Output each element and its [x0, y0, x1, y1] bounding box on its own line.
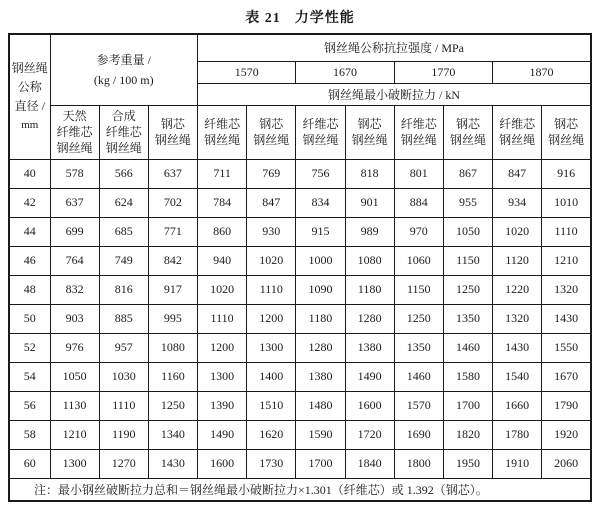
- value-cell: 916: [542, 159, 591, 188]
- value-cell: 1580: [443, 362, 492, 391]
- mechanical-properties-table: [8, 33, 592, 502]
- diameter-cell: 40: [9, 159, 50, 188]
- value-cell: 1910: [493, 449, 542, 478]
- value-cell: 884: [394, 188, 443, 217]
- value-cell: 1010: [542, 188, 591, 217]
- diameter-cell: 42: [9, 188, 50, 217]
- value-cell: 955: [443, 188, 492, 217]
- table-row: [9, 217, 591, 246]
- diameter-cell: 52: [9, 333, 50, 362]
- header-line: mm: [21, 118, 39, 131]
- diameter-cell: 58: [9, 420, 50, 449]
- table-row: [9, 333, 591, 362]
- value-cell: 1000: [296, 246, 345, 275]
- value-cell: 1050: [50, 362, 99, 391]
- value-cell: 1080: [345, 246, 394, 275]
- value-cell: 1460: [394, 362, 443, 391]
- value-cell: 1720: [345, 420, 394, 449]
- subheader-natural-fiber-core: [50, 105, 99, 159]
- value-cell: 934: [493, 188, 542, 217]
- value-cell: 1390: [198, 391, 247, 420]
- subheader-line: 钢芯: [259, 117, 284, 131]
- value-cell: 1780: [493, 420, 542, 449]
- subheader-line: 天然: [62, 109, 87, 123]
- value-cell: 1320: [493, 304, 542, 333]
- header-line: 参考重量 /: [96, 52, 151, 67]
- subheader-line: 钢丝绳: [449, 133, 486, 147]
- value-cell: 637: [50, 188, 99, 217]
- value-cell: 1790: [542, 391, 591, 420]
- value-cell: 1700: [296, 449, 345, 478]
- value-cell: 1480: [296, 391, 345, 420]
- value-cell: 1150: [443, 246, 492, 275]
- subheader-line: 钢芯: [455, 117, 480, 131]
- value-cell: 1950: [443, 449, 492, 478]
- grade-1770: 1770: [394, 61, 492, 83]
- value-cell: 1300: [198, 362, 247, 391]
- value-cell: 1920: [542, 420, 591, 449]
- value-cell: 1220: [493, 275, 542, 304]
- value-cell: 1110: [198, 304, 247, 333]
- value-cell: 1180: [296, 304, 345, 333]
- value-cell: 1430: [542, 304, 591, 333]
- value-cell: 1380: [345, 333, 394, 362]
- subheader-steel-core-1770: [443, 105, 492, 159]
- value-cell: 995: [148, 304, 197, 333]
- value-cell: 1670: [542, 362, 591, 391]
- value-cell: 1280: [296, 333, 345, 362]
- table-title: [0, 0, 600, 33]
- grade-1570: 1570: [198, 61, 296, 83]
- subheader-line: 钢丝绳: [105, 141, 142, 155]
- value-cell: 1430: [493, 333, 542, 362]
- value-cell: 685: [99, 217, 148, 246]
- value-cell: 784: [198, 188, 247, 217]
- value-cell: 1180: [345, 275, 394, 304]
- table-note: 注：最小钢丝破断拉力总和＝钢丝绳最小破断拉力×1.301（纤维芯）或 1.392（钢芯）。: [9, 478, 591, 501]
- value-cell: 1020: [198, 275, 247, 304]
- value-cell: 989: [345, 217, 394, 246]
- value-cell: 1490: [198, 420, 247, 449]
- diameter-cell: 60: [9, 449, 50, 478]
- value-cell: 756: [296, 159, 345, 188]
- value-cell: 1600: [345, 391, 394, 420]
- value-cell: 1280: [345, 304, 394, 333]
- value-cell: 1590: [296, 420, 345, 449]
- subheader-line: 纤维芯: [400, 117, 437, 131]
- value-cell: 1250: [148, 391, 197, 420]
- value-cell: 1160: [148, 362, 197, 391]
- value-cell: 847: [247, 188, 296, 217]
- value-cell: 940: [198, 246, 247, 275]
- subheader-line: 钢芯: [554, 117, 579, 131]
- value-cell: 957: [99, 333, 148, 362]
- subheader-steel-core-1870: [542, 105, 591, 159]
- subheader-steel-core-1570: [247, 105, 296, 159]
- value-cell: 1690: [394, 420, 443, 449]
- header-min-breaking-force: 钢丝绳最小破断拉力 / kN: [198, 83, 591, 105]
- subheader-line: 钢芯: [357, 117, 382, 131]
- value-cell: 1110: [247, 275, 296, 304]
- value-cell: 1110: [542, 217, 591, 246]
- core-type-subheader-row: [9, 105, 591, 159]
- value-cell: 867: [443, 159, 492, 188]
- value-cell: 1300: [247, 333, 296, 362]
- value-cell: 1020: [493, 217, 542, 246]
- value-cell: 1150: [394, 275, 443, 304]
- value-cell: 749: [99, 246, 148, 275]
- table-body: [9, 159, 591, 478]
- header-line: 直径 /: [14, 98, 45, 113]
- subheader-line: 钢丝绳: [351, 133, 388, 147]
- table-row: [9, 275, 591, 304]
- note-row: [9, 478, 591, 501]
- table-row: [9, 449, 591, 478]
- value-cell: 578: [50, 159, 99, 188]
- value-cell: 915: [296, 217, 345, 246]
- value-cell: 1130: [50, 391, 99, 420]
- value-cell: 1660: [493, 391, 542, 420]
- diameter-cell: 56: [9, 391, 50, 420]
- value-cell: 1110: [99, 391, 148, 420]
- value-cell: 1030: [99, 362, 148, 391]
- table-row: [9, 391, 591, 420]
- value-cell: 901: [345, 188, 394, 217]
- value-cell: 1210: [50, 420, 99, 449]
- value-cell: 1120: [493, 246, 542, 275]
- header-reference-weight: [50, 34, 198, 105]
- value-cell: 1510: [247, 391, 296, 420]
- header-rope-diameter: [9, 34, 50, 159]
- table-row: [9, 246, 591, 275]
- value-cell: 970: [394, 217, 443, 246]
- value-cell: 1320: [542, 275, 591, 304]
- value-cell: 1730: [247, 449, 296, 478]
- value-cell: 637: [148, 159, 197, 188]
- subheader-fiber-core-1770: [394, 105, 443, 159]
- value-cell: 699: [50, 217, 99, 246]
- value-cell: 1250: [443, 275, 492, 304]
- value-cell: 1020: [247, 246, 296, 275]
- subheader-line: 纤维芯: [105, 125, 142, 139]
- diameter-cell: 54: [9, 362, 50, 391]
- table-row: [9, 420, 591, 449]
- value-cell: 917: [148, 275, 197, 304]
- value-cell: 801: [394, 159, 443, 188]
- value-cell: 842: [148, 246, 197, 275]
- value-cell: 1340: [148, 420, 197, 449]
- diameter-cell: 50: [9, 304, 50, 333]
- value-cell: 1300: [50, 449, 99, 478]
- subheader-fiber-core-1670: [296, 105, 345, 159]
- table-number: 表 21: [245, 11, 281, 26]
- value-cell: 771: [148, 217, 197, 246]
- subheader-line: 钢丝绳: [548, 133, 585, 147]
- value-cell: 834: [296, 188, 345, 217]
- subheader-line: 钢丝绳: [154, 133, 191, 147]
- subheader-line: 纤维芯: [204, 117, 241, 131]
- value-cell: 1700: [443, 391, 492, 420]
- subheader-line: 钢丝绳: [56, 141, 93, 155]
- value-cell: 1800: [394, 449, 443, 478]
- subheader-line: 钢丝绳: [302, 133, 339, 147]
- table-row: [9, 188, 591, 217]
- value-cell: 816: [99, 275, 148, 304]
- value-cell: 624: [99, 188, 148, 217]
- value-cell: 903: [50, 304, 99, 333]
- value-cell: 1250: [394, 304, 443, 333]
- subheader-line: 钢丝绳: [400, 133, 437, 147]
- value-cell: 1550: [542, 333, 591, 362]
- table-caption: 力学性能: [294, 11, 355, 26]
- subheader-line: 钢丝绳: [499, 133, 536, 147]
- header-tensile-strength: 钢丝绳公称抗拉强度 / MPa: [198, 34, 591, 61]
- value-cell: 1090: [296, 275, 345, 304]
- value-cell: 860: [198, 217, 247, 246]
- value-cell: 1570: [394, 391, 443, 420]
- value-cell: 1200: [198, 333, 247, 362]
- subheader-line: 纤维芯: [499, 117, 536, 131]
- subheader-line: 钢丝绳: [253, 133, 290, 147]
- value-cell: 976: [50, 333, 99, 362]
- value-cell: 1190: [99, 420, 148, 449]
- value-cell: 1050: [443, 217, 492, 246]
- value-cell: 1350: [394, 333, 443, 362]
- value-cell: 1270: [99, 449, 148, 478]
- value-cell: 1820: [443, 420, 492, 449]
- subheader-line: 纤维芯: [56, 125, 93, 139]
- header-line: (kg / 100 m): [93, 72, 154, 87]
- value-cell: 1080: [148, 333, 197, 362]
- value-cell: 818: [345, 159, 394, 188]
- subheader-steel-core-1670: [345, 105, 394, 159]
- value-cell: 1620: [247, 420, 296, 449]
- diameter-cell: 48: [9, 275, 50, 304]
- value-cell: 1350: [443, 304, 492, 333]
- value-cell: 1600: [198, 449, 247, 478]
- value-cell: 711: [198, 159, 247, 188]
- grade-1670: 1670: [296, 61, 394, 83]
- value-cell: 1380: [296, 362, 345, 391]
- value-cell: 2060: [542, 449, 591, 478]
- subheader-line: 纤维芯: [302, 117, 339, 131]
- subheader-line: 钢芯: [160, 117, 185, 131]
- value-cell: 832: [50, 275, 99, 304]
- grade-1870: 1870: [493, 61, 591, 83]
- value-cell: 1210: [542, 246, 591, 275]
- subheader-line: 合成: [111, 109, 136, 123]
- subheader-fiber-core-1870: [493, 105, 542, 159]
- value-cell: 1060: [394, 246, 443, 275]
- value-cell: 566: [99, 159, 148, 188]
- diameter-cell: 44: [9, 217, 50, 246]
- value-cell: 847: [493, 159, 542, 188]
- value-cell: 769: [247, 159, 296, 188]
- value-cell: 930: [247, 217, 296, 246]
- header-line: 钢丝绳: [11, 60, 48, 75]
- table-row: [9, 362, 591, 391]
- value-cell: 1430: [148, 449, 197, 478]
- value-cell: 764: [50, 246, 99, 275]
- value-cell: 702: [148, 188, 197, 217]
- diameter-cell: 46: [9, 246, 50, 275]
- value-cell: 1540: [493, 362, 542, 391]
- value-cell: 1460: [443, 333, 492, 362]
- value-cell: 885: [99, 304, 148, 333]
- subheader-steel-core-weight: [148, 105, 197, 159]
- subheader-line: 钢丝绳: [204, 133, 241, 147]
- value-cell: 1400: [247, 362, 296, 391]
- header-line: 公称: [17, 79, 42, 94]
- subheader-synthetic-fiber-core: [99, 105, 148, 159]
- value-cell: 1840: [345, 449, 394, 478]
- table-row: [9, 159, 591, 188]
- value-cell: 1490: [345, 362, 394, 391]
- value-cell: 1200: [247, 304, 296, 333]
- subheader-fiber-core-1570: [198, 105, 247, 159]
- table-row: [9, 304, 591, 333]
